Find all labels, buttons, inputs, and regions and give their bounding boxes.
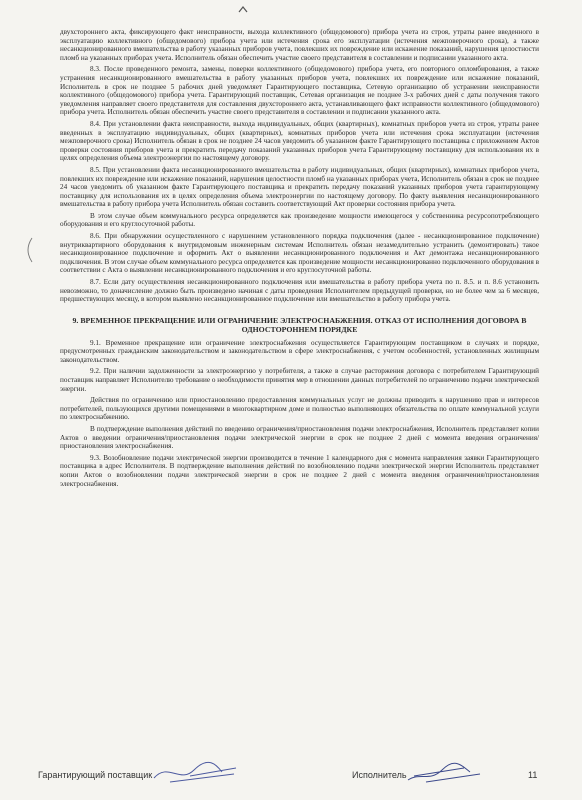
paragraph-8-3: 8.3. После проведенного ремонта, замены, поверки коллективного (общедомового) прибора учета, его повторного опломбирования, а также устранения несанкционированного вмешательства в работу указанных приборов учета, повлекших их повреждение или искажение показаний, Исполнитель в срок не позднее 5 рабочих дней уведомляет Гарантирующего поставщика, Сетевую организацию об устранении неисправности коллективного (общедомового) прибора учета. Гарантирующий поставщик, Сетевая организация не позднее 3-х рабочих дней с даты получения такого уведомления направляет своего представителя для составления двухстороннего акта, устанавливающего факт исправности коллективного (общедомового) прибора учета. Исполнитель обязан обеспечить участие своего представителя в составлении и подписании указанного акта. — [60, 65, 539, 117]
punch-mark-icon — [238, 6, 248, 14]
paragraph-9-2-actions: Действия по ограничению или приостановлению предоставления коммунальных услуг не должны приводить к нарушению прав и интересов потребителей, пользующихся другими помещениями в многоквартирном доме и полностью выполняющих обязательства по оплате коммунальной услуги по электроснабжению. — [60, 396, 539, 422]
page-number: 11 — [528, 770, 538, 780]
paragraph-9-2: 9.2. При наличии задолженности за электроэнергию у потребителя, а также в случае расторжения договора с потребителем Гарантирующий поставщик направляет Исполнителю требование о необходимости принятия мер в отношении данных потребителей по ограничению подачи электрической энергии. — [60, 367, 539, 393]
paragraph-9-2-confirmation: В подтверждение выполнения действий по введению ограничения/приостановления подачи электроснабжения, Исполнитель представляет копии Актов о введении ограничения/приостановления подачи электрической энергии в срок не позднее 2 дней с момента введения ограничения/приостановления электроснабжения. — [60, 424, 539, 451]
paragraph-8-2-cont: двухстороннего акта, фиксирующего факт неисправности, выхода коллективного (общедомового) прибора учета из строя, утраты ранее введенного в эксплуатацию коллективного (общедомового) прибора учета или истечения срока его эксплуатации (истечения межповерочного срока), а также несанкционированного вмешательства в работу указанных приборов учета, повлекших их повреждение или искажение показаний, нарушения целостности пломб на указанных приборах учета. Исполнитель обязан обеспечить участие своего представителя в составлении и подписании указанного акта. — [60, 28, 539, 62]
paragraph-8-6: 8.6. При обнаружении осуществленного с нарушением установленного порядка подключения (далее - несанкционированное подключение) внутриквартирного оборудования к внутридомовым инженерным системам Исполнитель обязан незамедлительно устранить (демонтировать) такое несанкционированное подключение и оформить Акт о выявлении несанкционированного подключения и Акт демонтажа несанкционированного подключения. В этом случае объем коммунального ресурса определяется как произведение мощности несанкционированно подключенного оборудования в соответствии с Акта о выявлении несанкционированного подключения и его круглосуточной работы. — [60, 232, 539, 275]
paragraph-8-5: 8.5. При установлении факта несанкционированного вмешательства в работу индивидуальных, общих (квартирных), комнатных приборов учета, повлекших их повреждение или искажение показаний, нарушения целостности пломб на указанных приборах учета, Исполнитель обязан в срок не позднее 24 часов уведомить об указанном факте Гарантирующего поставщика и прекратить передачу показаний указанных приборов учета гарантирующему поставщику для использования их в целях определения объема электроэнергии по настоящему договору. По факту выявления несанкционированного вмешательства в работу прибора учета Исполнитель обязан составить соответствующий Акт проверки состояния прибора учета. — [60, 165, 539, 209]
page-footer — [0, 764, 582, 788]
supplier-signature-icon — [150, 758, 240, 786]
document-body — [60, 28, 539, 488]
paragraph-8-5-note: В этом случае объем коммунального ресурса определяется как произведение мощности имеющегося у собственника ресурсопотребляющего оборудования и его круглосуточной работы. — [60, 211, 539, 229]
margin-bracket-icon — [22, 236, 34, 264]
paragraph-9-3: 9.3. Возобновление подачи электрической энергии производится в течение 1 календарного дня с момента направления заявки Гарантирующего поставщика в адрес Исполнителя. В подтверждение выполнения действий по возобновлению подачи электрической энергии Исполнитель представляет копии Актов о возобновлении подачи электрической энергии в срок не позднее 2 дней с момента введения ограничения/приостановления электроснабжения. — [60, 453, 539, 488]
paragraph-8-7: 8.7. Если дату осуществления несанкционированного подключения или вмешательства в работу прибора учета по п. 8.5. и п. 8.6 установить невозможно, то доначисление должно быть произведено начиная с даты проведения Исполнителем предыдущей проверки, но не более чем за 6 месяцев, предшествующих месяцу, в котором выявлено несанкционированное подключение или вмешательство в работу прибора учета. — [60, 278, 539, 304]
paragraph-9-1: 9.1. Временное прекращение или ограничение электроснабжения осуществляется Гарантирующим поставщиком в случаях и порядке, предусмотренных гражданским законодательством и законодательством в сфере электроснабжения, с учетом особенностей, установленных жилищным законодательством. — [60, 338, 539, 364]
paragraph-8-4: 8.4. При установлении факта неисправности, выхода индивидуальных, общих (квартирных), комнатных приборов учета из строя, утраты ранее введенных в эксплуатацию индивидуальных, общих (квартирных), комнатных приборов учета или истечения срока эксплуатации (истечения межповерочного срока) Исполнитель обязан в срок не позднее 24 часов уведомить об указанном факте Гарантирующего поставщика с приложением Актов проверки состояния приборов учета и прекратить передачу показаний указанных приборов учета Гарантирующему поставщику для использования их в целях определения объема электроэнергии по настоящему договору. — [60, 119, 539, 163]
executor-signature-icon — [404, 760, 484, 786]
executor-label: Исполнитель — [352, 770, 407, 780]
section-9-heading: 9. ВРЕМЕННОЕ ПРЕКРАЩЕНИЕ ИЛИ ОГРАНИЧЕНИЕ ЭЛЕКТРОСНАБЖЕНИЯ. ОТКАЗ ОТ ИСПОЛНЕНИЯ ДОГОВОРА В ОДНОСТОРОННЕМ ПОРЯДКЕ — [72, 315, 527, 335]
supplier-label: Гарантирующий поставщик — [38, 770, 153, 780]
